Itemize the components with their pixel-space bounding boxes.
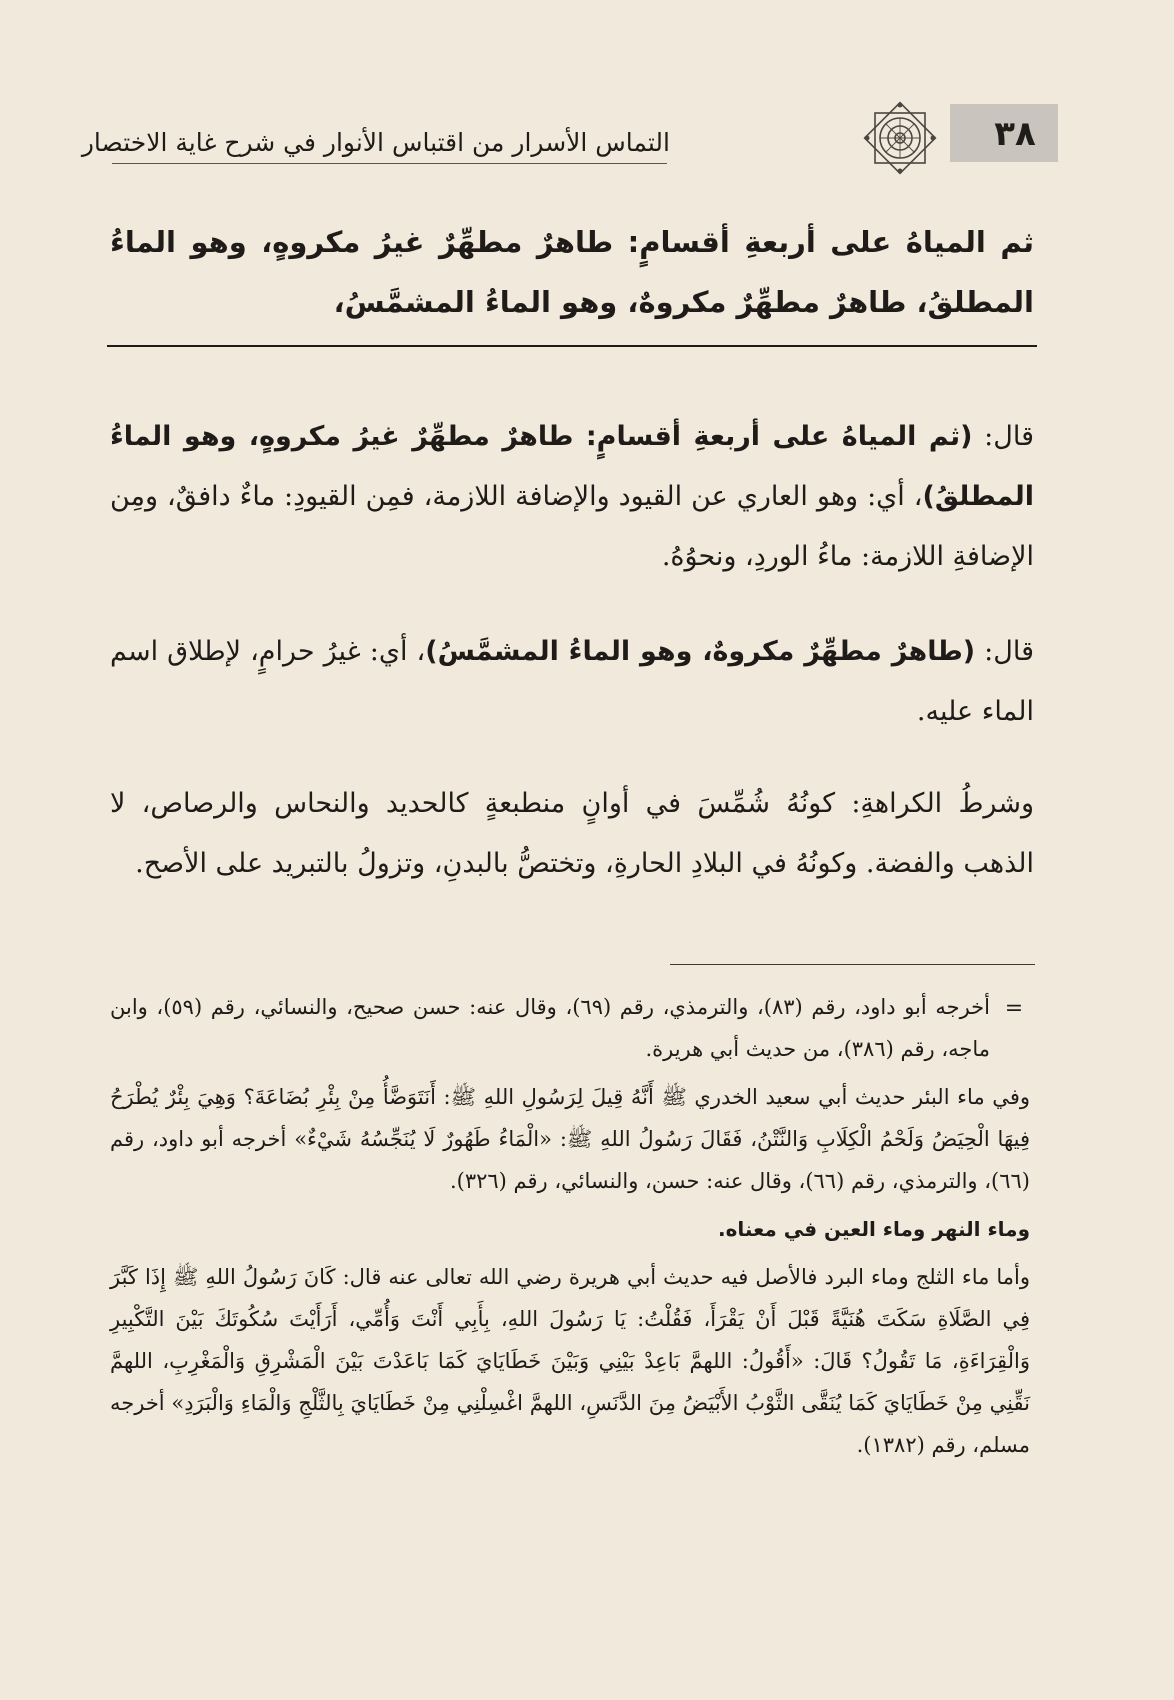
commentary-text: ، أي: وهو العاري عن القيود والإضافة اللازمة، فمِن القيودِ: ماءٌ دافقٌ، ومِن الإضافةِ اللازمة: ماءُ الوردِ، ونحوُهُ. — [110, 481, 1034, 572]
footnote-reference: أخرجه مسلم، رقم (١٣٨٢). — [110, 1391, 1030, 1457]
matn-text: ثم المياهُ على أربعةِ أقسامٍ: طاهرٌ مطهِّرٌ غيرُ مكروهٍ، وهو الماءُ المطلقُ، طاهرٌ مطهِّرٌ مكروهٌ، وهو الماءُ المشمَّسُ، — [110, 225, 1034, 319]
footnote-1: أخرجه أبو داود، رقم (٨٣)، والترمذي، رقم (٦٩)، وقال عنه: حسن صحيح، والنسائي، رقم (٥٩)، وابن ماجه، رقم (٣٨٦)، من حديث أبي هريرة. — [110, 995, 991, 1061]
commentary-paragraph-3: وشرطُ الكراهةِ: كونُهُ شُمِّسَ في أوانٍ منطبعةٍ كالحديد والنحاس والرصاص، لا الذهب والفضة. وكونُهُ في البلادِ الحارةِ، وتختصُّ بالبدنِ، وتزولُ بالتبريد على الأصح. — [110, 788, 1034, 879]
footnote-continuation-marker: = — [1004, 996, 1024, 1021]
footnote-2 — [110, 1076, 1030, 1202]
qala-label: قال: — [975, 636, 1035, 667]
footnote-3: وماء النهر وماء العين في معناه. — [718, 1217, 1030, 1241]
footnote-intro: وأما ماء الثلج وماء البرد فالأصل فيه حديث أبي هريرة رضي الله تعالى عنه قال: — [335, 1265, 1030, 1289]
commentary-paragraph-2 — [110, 622, 1034, 742]
footnote-4 — [110, 1256, 1030, 1466]
footnote-divider — [670, 964, 1035, 965]
commentary-paragraph-1 — [110, 407, 1034, 587]
header-underline — [112, 163, 667, 164]
matn-quote: (طاهرٌ مطهِّرٌ مكروهٌ، وهو الماءُ المشمَّسُ) — [425, 636, 976, 667]
commentary-text: ، أي: غيرُ حرامٍ، لإطلاق اسم الماء عليه. — [110, 636, 1034, 727]
footnotes — [110, 986, 1030, 1472]
hadith-text: كَانَ رَسُولُ اللهِ ﷺ إِذَا كَبَّرَ فِي الصَّلَاةِ سَكَتَ هُنَيَّةً قَبْلَ أَنْ يَقْرَأَ، فَقُلْتُ: يَا رَسُولَ اللهِ، بِأَبِي أَنْتَ وَأُمِّي، أَرَأَيْتَ سُكُوتَكَ بَيْنَ التَّكْبِيرِ وَالْقِرَاءَةِ، مَا تَقُولُ؟ قَالَ: «أَقُولُ: اللهمَّ بَاعِدْ بَيْنِي وَبَيْنَ خَطَايَايَ كَمَا بَاعَدْتَ بَيْنَ الْمَشْرِقِ وَالْمَغْرِبِ، اللهمَّ نَقِّنِي مِنْ خَطَايَايَ كَمَا يُنَقَّى الثَّوْبُ الأَبْيَضُ مِنَ الدَّنَسِ، اللهمَّ اغْسِلْنِي مِنْ خَطَايَايَ بِالثَّلْجِ وَالْمَاءِ وَالْبَرَدِ» — [110, 1265, 1030, 1415]
matn-quote: (ثم المياهُ على أربعةِ أقسامٍ: طاهرٌ مطهِّرٌ غيرُ مكروهٍ، وهو الماءُ المطلقُ) — [110, 421, 1034, 512]
hadith-text: أَنَتَوَضَّأُ مِنْ بِئْرِ بُضَاعَةَ؟ وَهِيَ بِئْرٌ يُطْرَحُ فِيهَا الْحِيَضُ وَلَحْمُ الْكِلَابِ وَالنَّتْنُ، فَقَالَ رَسُولُ اللهِ ﷺ: «الْمَاءُ طَهُورٌ لَا يُنَجِّسُهُ شَيْءٌ» — [110, 1085, 1030, 1151]
matn-divider — [107, 345, 1037, 347]
page-number: ٣٨ — [994, 114, 1036, 154]
footnote-reference: أخرجه أبو داود، رقم (٦٦)، والترمذي، رقم (٦٦)، وقال عنه: حسن، والنسائي، رقم (٣٢٦). — [110, 1127, 1030, 1193]
footnote-intro: وفي ماء البئر حديث أبي سعيد الخدري ﷺ أَنَّهُ قِيلَ لِرَسُولِ اللهِ ﷺ: — [435, 1085, 1030, 1109]
qala-label: قال: — [972, 421, 1034, 452]
book-title: التماس الأسرار من اقتباس الأنوار في شرح غاية الاختصار — [81, 128, 670, 157]
octagram-ornament-icon — [858, 96, 942, 180]
